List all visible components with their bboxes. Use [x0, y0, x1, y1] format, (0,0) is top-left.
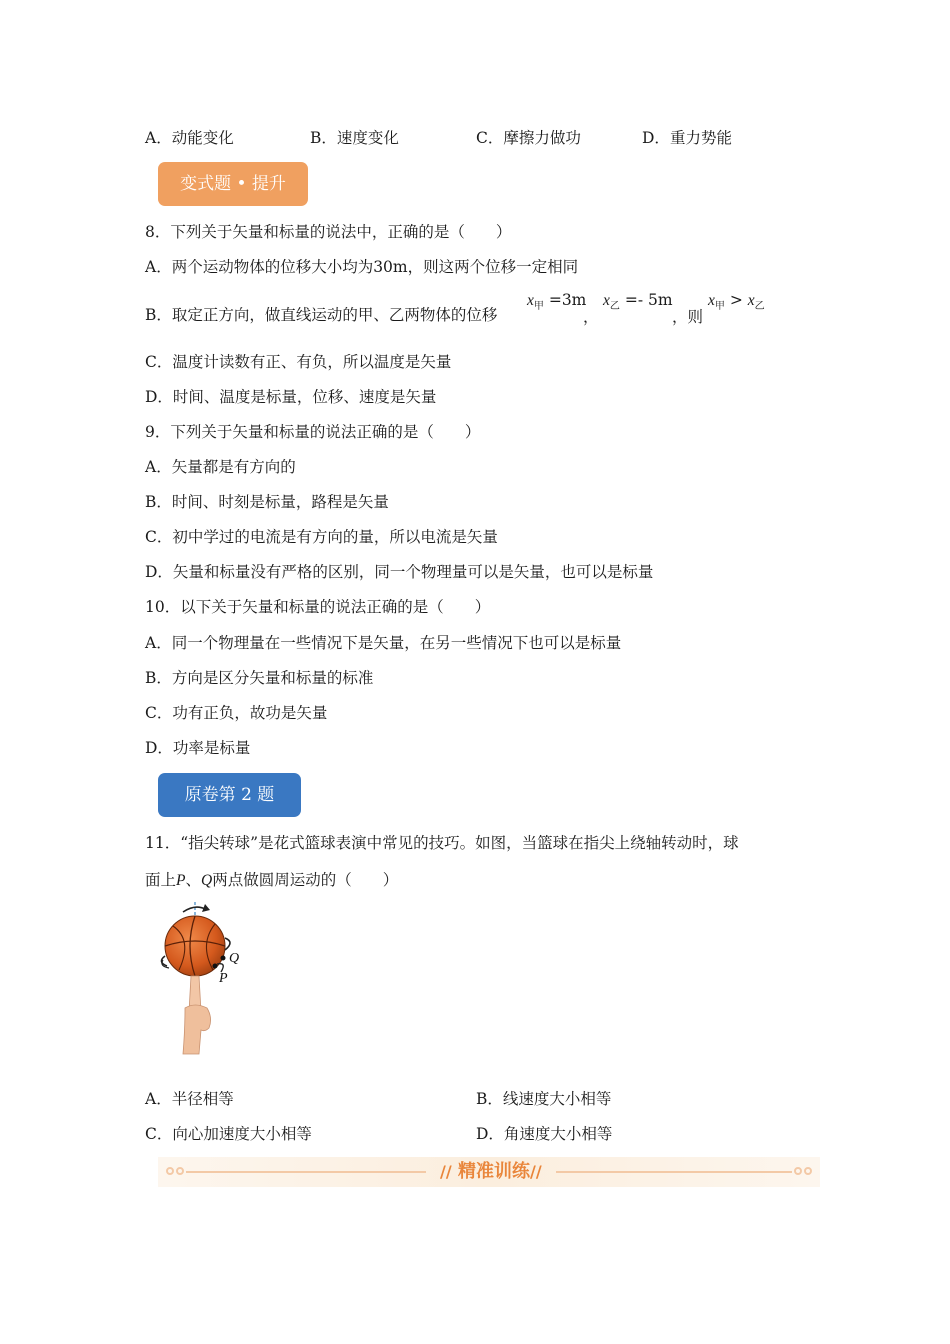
original-question-badge: 原卷第 2 题 [158, 773, 301, 817]
banner-dot [176, 1167, 184, 1175]
figure-label-p: P [219, 971, 228, 986]
q8-formula-2 [603, 291, 673, 310]
banner-dot [804, 1167, 812, 1175]
banner-line-right [556, 1171, 792, 1173]
point-q-label: Q [201, 872, 213, 889]
math-var: x [747, 292, 755, 309]
option-letter: A． [145, 129, 172, 147]
q9-stem: 9．下列关于矢量和标量的说法正确的是（ ） [145, 423, 481, 441]
figure-label-q: Q [229, 951, 240, 966]
math-subscript: 乙 [609, 301, 620, 312]
math-var: x [603, 292, 610, 309]
math-var: x [708, 292, 715, 309]
math-value: =3m [548, 291, 587, 309]
q8-formula-3 [708, 291, 765, 310]
training-banner [158, 1157, 820, 1187]
option-letter: D． [642, 129, 670, 147]
banner-title: 精准训练 [458, 1161, 530, 1182]
q11-option-d: D．角速度大小相等 [476, 1125, 613, 1143]
point-p-label: P [176, 872, 186, 889]
q8-comma-2: ，则 [672, 308, 704, 326]
q11-stem-line1: 11．“指尖转球”是花式篮球表演中常见的技巧。如图，当篮球在指尖上绕轴转动时，球 [145, 834, 739, 852]
option-letter: C． [476, 129, 504, 147]
q9-option-b: B．时间、时刻是标量，路程是矢量 [145, 493, 389, 511]
banner-line-left [186, 1171, 426, 1173]
q11-option-c: C．向心加速度大小相等 [145, 1125, 312, 1143]
q11-option-b: B．线速度大小相等 [476, 1090, 612, 1108]
math-subscript: 甲 [533, 301, 544, 312]
variant-badge: 变式题 • 提升 [158, 162, 308, 206]
option-letter: B． [310, 129, 337, 147]
option-text: 摩擦力做功 [503, 129, 581, 147]
option-text: 重力势能 [669, 129, 732, 147]
math-subscript: 甲 [714, 301, 725, 312]
rotation-arrow-icon [183, 907, 205, 912]
q11-option-a: A．半径相等 [145, 1090, 234, 1108]
banner-dot [166, 1167, 174, 1175]
q7-option-b [310, 128, 399, 148]
q8-option-c: C．温度计读数有正、有负，所以温度是矢量 [145, 353, 452, 371]
q7-option-d [642, 128, 732, 148]
q10-option-c: C．功有正负，故功是矢量 [145, 704, 328, 722]
point-q [221, 956, 226, 961]
banner-slash-icon: // [530, 1162, 542, 1181]
q10-option-b: B．方向是区分矢量和标量的标准 [145, 669, 374, 687]
math-var: x [527, 292, 534, 309]
q10-option-a: A．同一个物理量在一些情况下是矢量，在另一些情况下也可以是标量 [145, 634, 622, 652]
q7-option-a [145, 128, 234, 148]
q10-stem: 10．以下关于矢量和标量的说法正确的是（ ） [145, 598, 491, 616]
q8-formula-1 [527, 291, 586, 310]
stem-text: 、 [185, 871, 201, 889]
math-subscript: 乙 [754, 301, 765, 312]
q8-stem: 8．下列关于矢量和标量的说法中，正确的是（ ） [145, 223, 512, 241]
banner-slash-icon: // [440, 1162, 452, 1181]
option-text: 速度变化 [336, 129, 399, 147]
hand [183, 1005, 211, 1054]
stem-text: 面上 [145, 871, 177, 889]
point-p [213, 964, 218, 969]
math-value: =- 5m [624, 291, 673, 309]
banner-dot [794, 1167, 802, 1175]
spinning-basketball-figure [155, 900, 255, 1060]
q8-comma-1: ， [583, 308, 599, 326]
q9-option-c: C．初中学过的电流是有方向的量，所以电流是矢量 [145, 528, 498, 546]
math-operator: > [729, 291, 743, 309]
q9-option-d: D．矢量和标量没有严格的区别，同一个物理量可以是矢量，也可以是标量 [145, 563, 654, 581]
q8-option-b-text: B．取定正方向，做直线运动的甲、乙两物体的位移 [145, 306, 498, 324]
q10-option-d: D．功率是标量 [145, 739, 251, 757]
option-text: 动能变化 [171, 129, 234, 147]
q8-option-b [145, 305, 497, 325]
q7-option-c [476, 128, 581, 148]
q11-stem-line2 [145, 870, 398, 891]
stem-text: 两点做圆周运动的（ ） [212, 871, 399, 889]
q8-option-d: D．时间、温度是标量，位移、速度是矢量 [145, 388, 437, 406]
q9-option-a: A．矢量都是有方向的 [145, 458, 296, 476]
q8-option-a: A．两个运动物体的位移大小均为30m，则这两个位移一定相同 [145, 258, 579, 276]
